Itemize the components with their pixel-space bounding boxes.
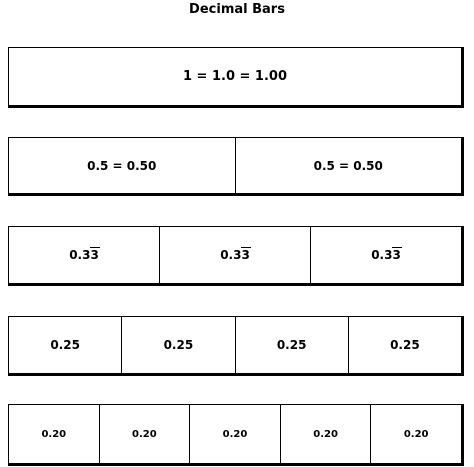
bar-cell: 0.5 = 0.50	[313, 158, 383, 173]
decimal-prefix: 0.3	[371, 248, 393, 262]
bar-cell: 0.25	[236, 317, 349, 373]
bar-cell: 1 = 1.0 = 1.00	[182, 69, 288, 84]
fifths-bar	[8, 404, 464, 466]
repeating-digit: 3	[241, 248, 250, 262]
bar-cell: 0.20	[281, 405, 372, 463]
bar-cell: 0.25	[390, 338, 420, 352]
halves-bar	[8, 137, 464, 196]
bar-cell	[160, 227, 311, 283]
bar-cell: 0.25	[9, 317, 122, 373]
bar-cell	[9, 227, 160, 283]
repeating-digit: 3	[90, 248, 99, 262]
bar-cell: 0.25	[122, 317, 235, 373]
bar-cell: 0.20	[9, 405, 100, 463]
bar-cell: 0.20	[100, 405, 191, 463]
bar-cell: 0.5 = 0.50	[9, 138, 236, 193]
bar-cell: 0.20	[190, 405, 281, 463]
page-title: Decimal Bars	[189, 2, 285, 17]
bar-cell	[311, 227, 461, 283]
repeating-digit: 3	[392, 248, 401, 262]
quarters-bar	[8, 316, 464, 376]
decimal-prefix: 0.3	[220, 248, 242, 262]
thirds-bar	[8, 226, 464, 286]
decimal-prefix: 0.3	[69, 248, 91, 262]
whole-bar	[8, 47, 464, 108]
bar-cell: 0.20	[403, 428, 429, 440]
